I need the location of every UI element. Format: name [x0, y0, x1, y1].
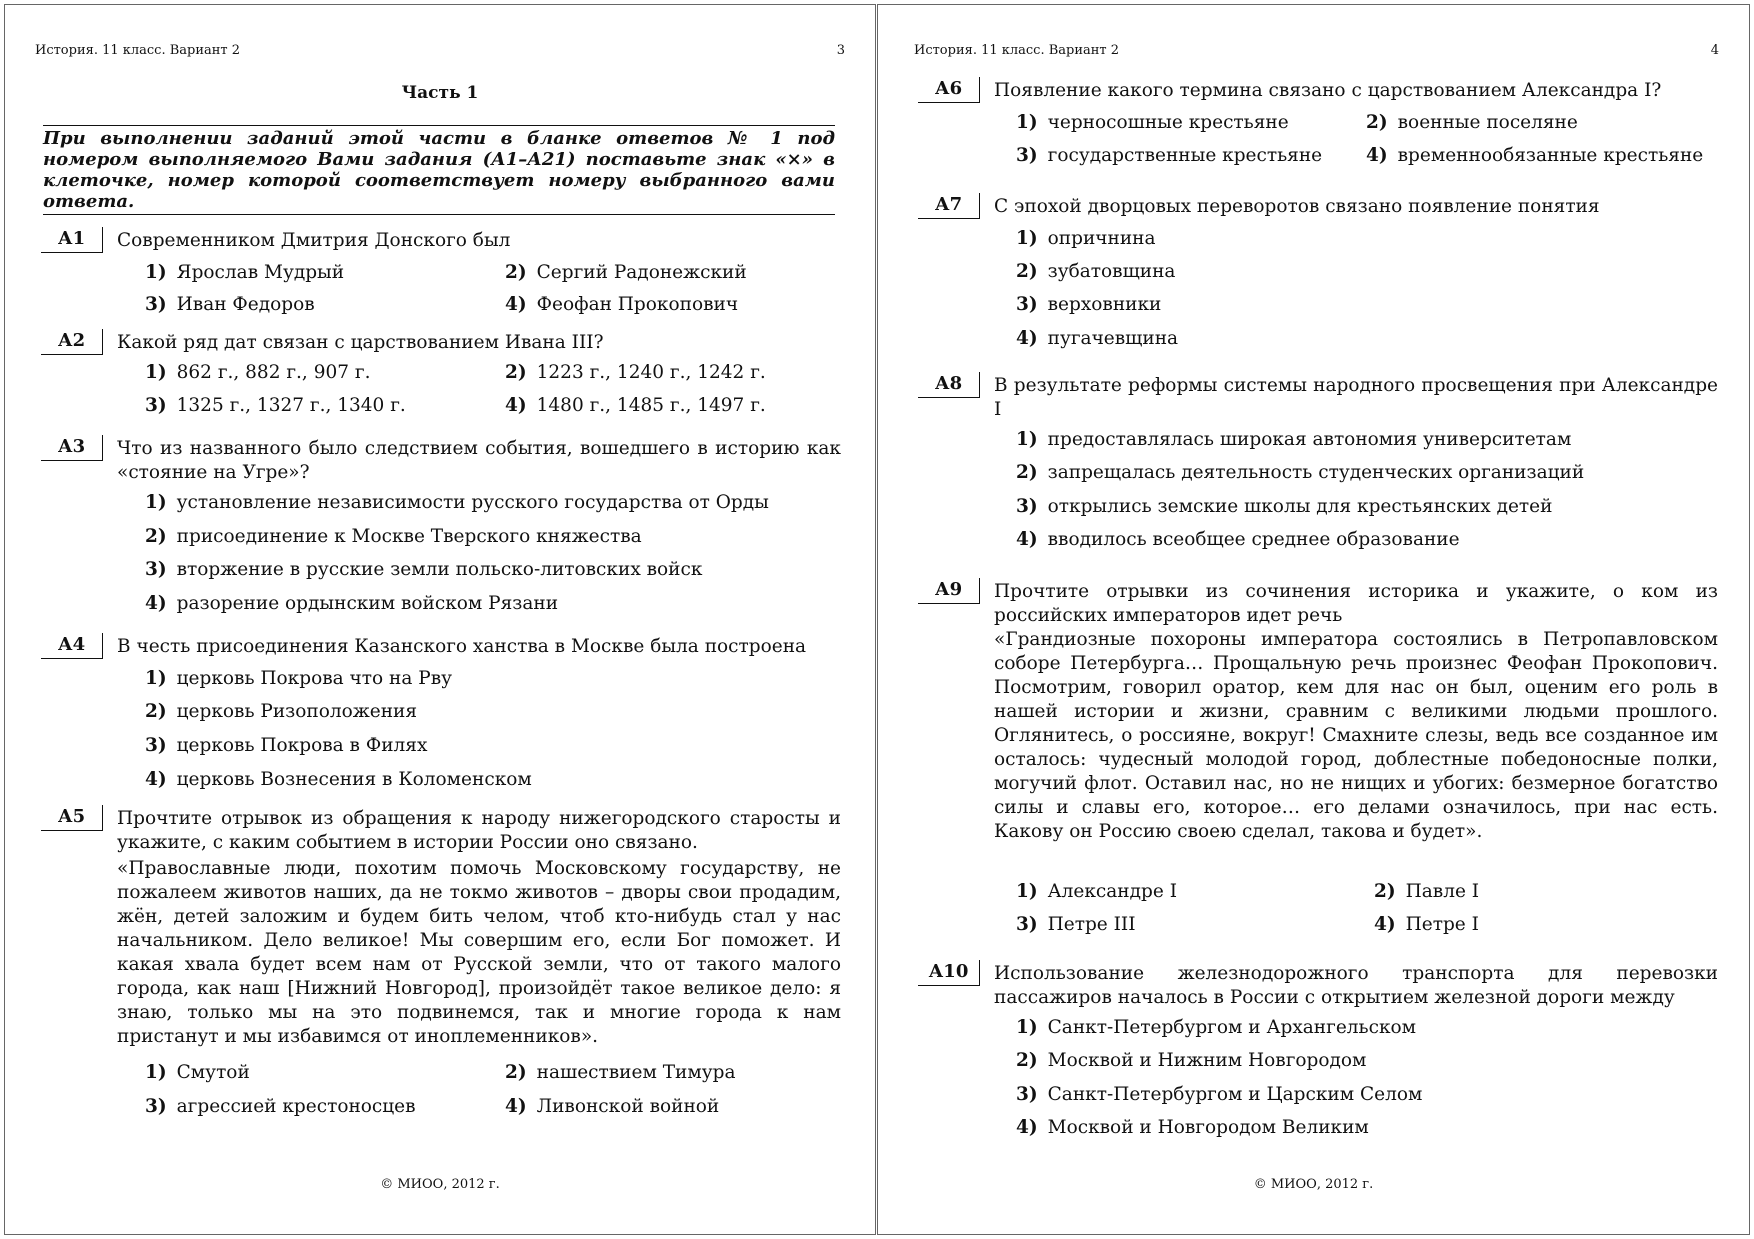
answer-option: 3) верховники	[1016, 294, 1162, 315]
task-question: Современником Дмитрия Донского был	[117, 230, 511, 251]
answer-option: 2) присоединение к Москве Тверского княжества	[145, 526, 642, 547]
task-label: А3	[41, 435, 103, 461]
task-question: Появление какого термина связано с царствованием Александра I?	[994, 80, 1662, 101]
task-label: А6	[918, 77, 980, 103]
answer-option: 4) Петре I	[1374, 914, 1479, 935]
answer-option: 2) запрещалась деятельность студенческих организаций	[1016, 462, 1585, 483]
task-question: Прочтите отрывки из сочинения историка и укажите, о ком из российских императоров идет речь	[994, 581, 1718, 626]
answer-option: 1) Ярослав Мудрый	[145, 262, 345, 283]
answer-option: 3) 1325 г., 1327 г., 1340 г.	[145, 395, 406, 416]
task-label: А10	[918, 960, 980, 986]
task-label: А4	[41, 633, 103, 659]
answer-option: 1) установление независимости русского государства от Орды	[145, 492, 769, 513]
task-question: Использование железнодорожного транспорта для перевозки пассажиров началось в России с открытием железной дороги между	[994, 963, 1718, 1008]
task-label: А1	[41, 227, 103, 253]
task-question: В честь присоединения Казанского ханства в Москве была построена	[117, 636, 807, 657]
answer-option: 3) вторжение в русские земли польско-литовских войск	[145, 559, 703, 580]
task-question: Прочтите отрывок из обращения к народу нижегородского старосты и укажите, с каким событием в истории России оно связано.	[117, 808, 841, 853]
answer-option: 1) Смутой	[145, 1062, 250, 1083]
source-quote: «Православные люди, похотим помочь Московскому государству, не пожалеем животов наших, да не токмо животов – дворы свои продадим, жён, детей заложим и будем бить челом, чтоб кто-нибудь стал у нас начальником. Дело великое! Мы совершим его, если Бог поможет. И какая хвала будет всем нам от Русской земли, что от такого малого города, как наш [Нижний Новгород], произойдёт такое великое дело: я знаю, только мы на это подвинемся, так и многие города к нам пристанут и мы избавимся от иноплеменников».	[117, 858, 841, 1047]
answer-option: 3) Иван Федоров	[145, 294, 315, 315]
answer-option: 2) Сергий Радонежский	[505, 262, 747, 283]
answer-option: 3) Санкт-Петербургом и Царским Селом	[1016, 1084, 1423, 1105]
answer-option: 4) вводилось всеобщее среднее образование	[1016, 529, 1460, 550]
page-number: 4	[1710, 43, 1719, 58]
answer-option: 4) 1480 г., 1485 г., 1497 г.	[505, 395, 766, 416]
page-header: История. 11 класс. Вариант 2	[914, 43, 1120, 58]
answer-option: 2) Москвой и Нижним Новгородом	[1016, 1050, 1367, 1071]
page-footer: © МИОО, 2012 г.	[380, 1177, 500, 1192]
task-question: В результате реформы системы народного просвещения при Александре I	[994, 375, 1718, 420]
answer-option: 4) пугачевщина	[1016, 328, 1179, 349]
part-title: Часть 1	[401, 83, 479, 103]
page-footer: © МИОО, 2012 г.	[1253, 1177, 1374, 1192]
answer-option: 1) церковь Покрова что на Рву	[145, 668, 453, 689]
page-4	[877, 4, 1750, 1235]
answer-option: 3) агрессией крестоносцев	[145, 1096, 416, 1117]
answer-option: 1) черносошные крестьяне	[1016, 112, 1289, 133]
answer-option: 1) 862 г., 882 г., 907 г.	[145, 362, 371, 383]
page-header: История. 11 класс. Вариант 2	[35, 43, 241, 58]
answer-option: 2) военные поселяне	[1366, 112, 1578, 133]
task-label: А8	[918, 372, 980, 398]
answer-option: 4) разорение ордынским войском Рязани	[145, 593, 559, 614]
task-label: А7	[918, 193, 980, 219]
answer-option: 4) Феофан Прокопович	[505, 294, 739, 315]
answer-option: 1) опричнина	[1016, 228, 1156, 249]
task-label: А2	[41, 329, 103, 355]
answer-option: 2) нашествием Тимура	[505, 1062, 736, 1083]
answer-option: 2) зубатовщина	[1016, 261, 1176, 282]
answer-option: 2) церковь Ризоположения	[145, 701, 418, 722]
answer-option: 4) временнообязанные крестьяне	[1366, 145, 1704, 166]
answer-option: 2) Павле I	[1374, 881, 1480, 902]
answer-option: 2) 1223 г., 1240 г., 1242 г.	[505, 362, 766, 383]
answer-option: 4) церковь Вознесения в Коломенском	[145, 769, 532, 790]
instruction-text: При выполнении заданий этой части в бланке ответов № 1 под номером выполняемого Вами задания (А1–А21) поставьте знак «×» в клеточке, номер которой соответствует номеру выбранного вами ответа.	[43, 125, 835, 215]
task-label: А9	[918, 578, 980, 604]
source-quote: «Грандиозные похороны императора состоялись в Петропавловском соборе Петербурга… Прощальную речь произнес Феофан Прокопович. Посмотрим, говорил оратор, кем для нас он был, оценим его роль в нашей истории и жизни, сравним с великими людьми прошлого. Оглянитесь, о россияне, вокруг! Смахните слезы, ведь все созданное им осталось: чудесный молодой город, доблестные победоносные полки, могучий флот. Оставил нас, но не нищих и убогих: безмерное богатство силы и славы его, которое… его делами означилось, при нас есть. Какову он Россию своею сделал, такова и будет».	[994, 629, 1718, 842]
page-number: 3	[836, 43, 845, 58]
task-question: Что из названного было следствием события, вошедшего в историю как «стояние на Угре»?	[117, 438, 841, 483]
answer-option: 4) Москвой и Новгородом Великим	[1016, 1117, 1369, 1138]
answer-option: 4) Ливонской войной	[505, 1096, 720, 1117]
task-question: Какой ряд дат связан с царствованием Ивана III?	[117, 332, 604, 353]
task-question: С эпохой дворцовых переворотов связано появление понятия	[994, 196, 1600, 217]
answer-option: 3) государственные крестьяне	[1016, 145, 1323, 166]
page-3	[4, 4, 876, 1235]
answer-option: 1) Александре I	[1016, 881, 1178, 902]
answer-option: 3) открылись земские школы для крестьянских детей	[1016, 496, 1553, 517]
answer-option: 1) предоставлялась широкая автономия университетам	[1016, 429, 1572, 450]
answer-option: 1) Санкт-Петербургом и Архангельском	[1016, 1017, 1417, 1038]
answer-option: 3) церковь Покрова в Филях	[145, 735, 428, 756]
answer-option: 3) Петре III	[1016, 914, 1136, 935]
task-label: А5	[41, 805, 103, 831]
